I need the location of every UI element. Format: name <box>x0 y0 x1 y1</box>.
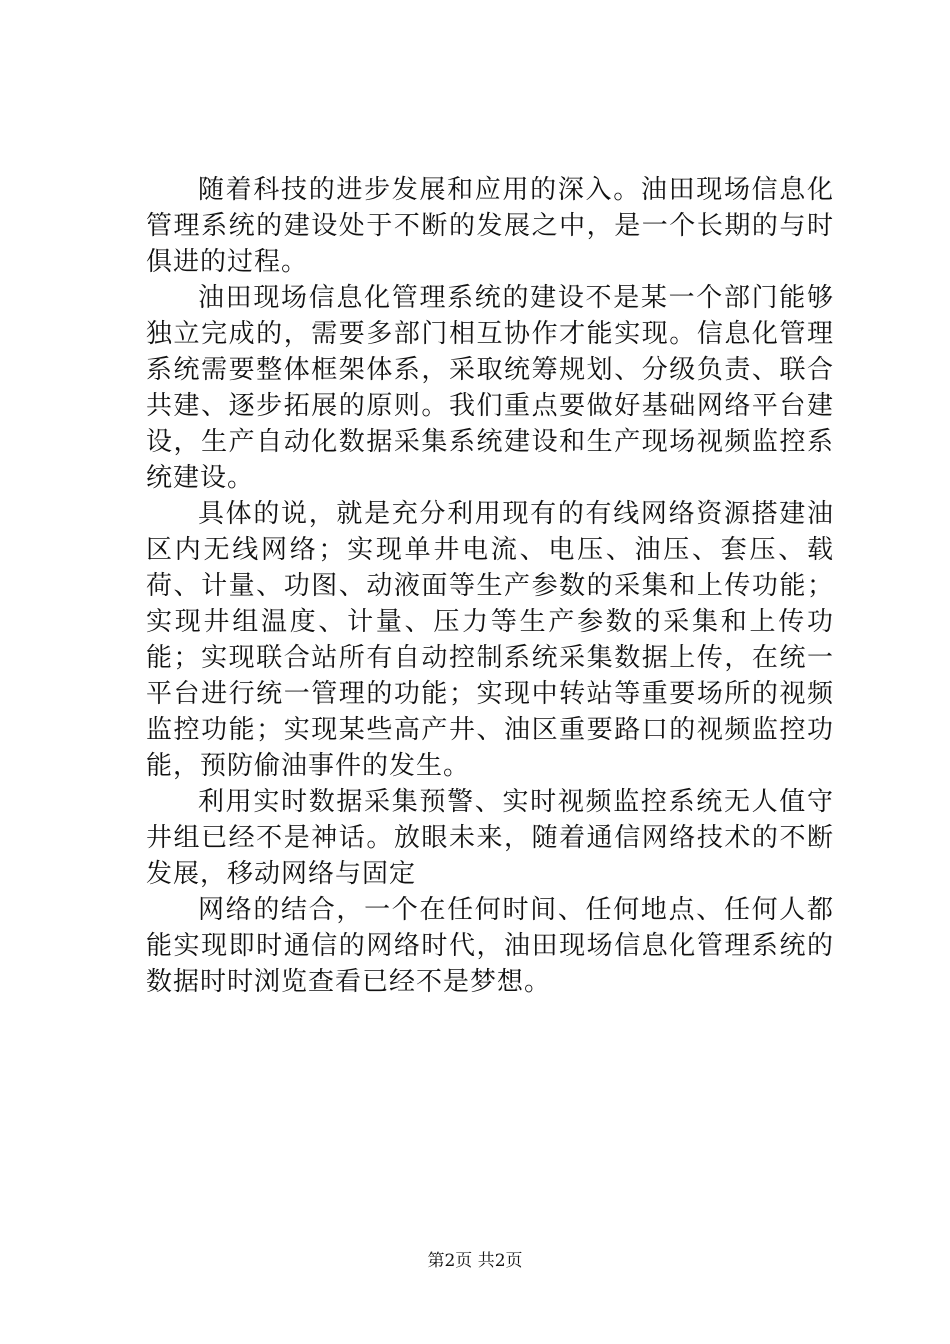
page-footer: 第2页 共2页 <box>427 1251 523 1271</box>
document-body <box>146 172 834 1000</box>
paragraph-2: 油田现场信息化管理系统的建设不是某一个部门能够独立完成的，需要多部门相互协作才能实现。信息化管理系统需要整体框架体系，采取统筹规划、分级负责、联合共建、逐步拓展的原则。我们重点要做好基础网络平台建设，生产自动化数据采集系统建设和生产现场视频监控系统建设。 <box>146 283 834 493</box>
paragraph-3: 具体的说，就是充分利用现有的有线网络资源搭建油区内无线网络；实现单井电流、电压、油压、套压、载荷、计量、功图、动液面等生产参数的采集和上传功能；实现井组温度、计量、压力等生产参数的采集和上传功能；实现联合站所有自动控制系统采集数据上传，在统一平台进行统一管理的功能；实现中转站等重要场所的视频监控功能；实现某些高产井、油区重要路口的视频监控功能，预防偷油事件的发生。 <box>146 499 834 781</box>
paragraph-5: 网络的结合，一个在任何时间、任何地点、任何人都能实现即时通信的网络时代，油田现场信息化管理系统的数据时时浏览查看已经不是梦想。 <box>146 895 834 997</box>
paragraph-4: 利用实时数据采集预警、实时视频监控系统无人值守井组已经不是神话。放眼未来，随着通信网络技术的不断发展，移动网络与固定 <box>146 787 834 889</box>
paragraph-1: 随着科技的进步发展和应用的深入。油田现场信息化管理系统的建设处于不断的发展之中，是一个长期的与时俱进的过程。 <box>146 175 834 277</box>
